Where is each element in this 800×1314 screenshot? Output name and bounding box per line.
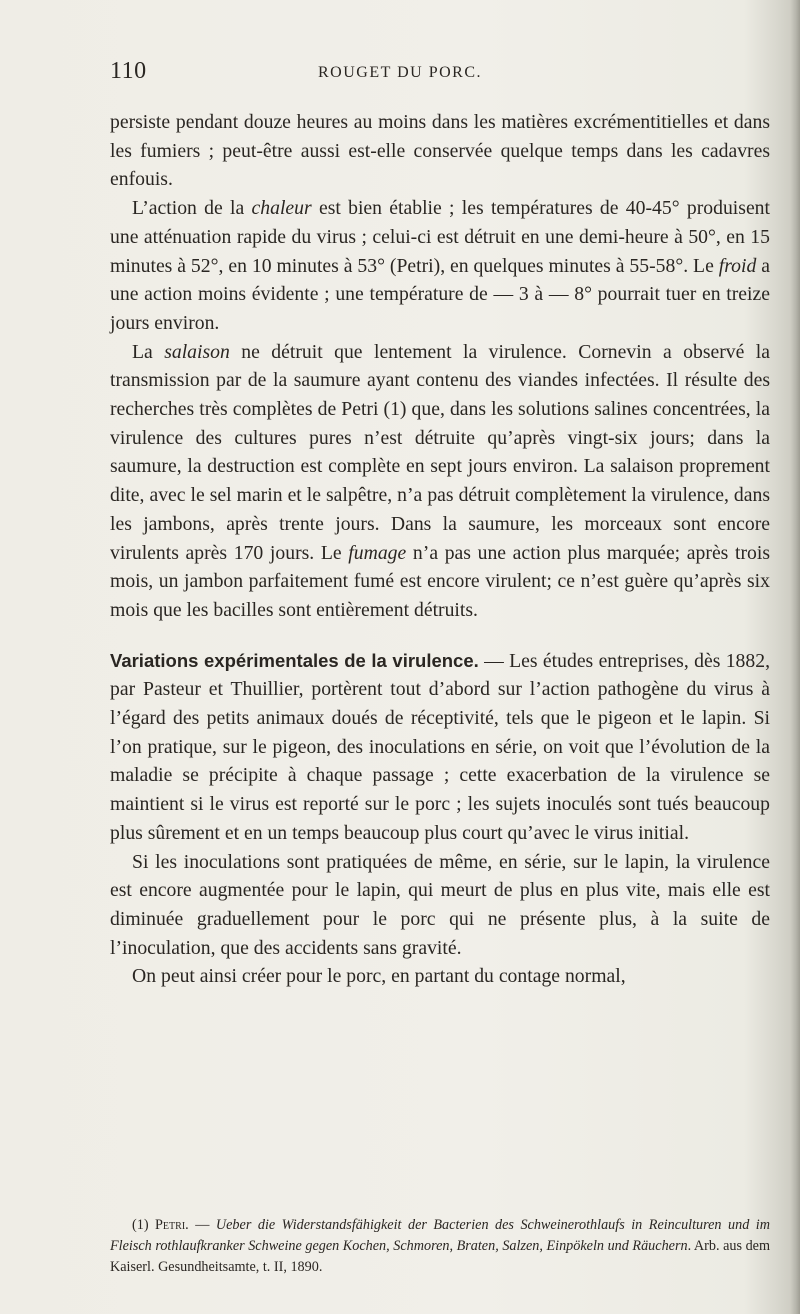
paragraph-2: [110, 194, 770, 338]
footnote-author: Petri: [155, 1217, 186, 1233]
paragraph-4: [110, 647, 770, 848]
paragraph-1-text: persiste pendant douze heures au moins dans les matières excrémentitielles et dans les fumiers ; peut-être aussi est-elle conservée quelque temps dans les cadavres enfouis.: [110, 111, 770, 191]
footnote: [110, 1215, 770, 1278]
paragraph-3: [110, 338, 770, 625]
page-edge-shadow: [790, 0, 800, 1314]
paragraph-3-text-a: La: [132, 340, 165, 363]
paragraph-3-text-c: ne détruit que lentement la virulence. Cornevin a observé la transmission par de la saumure ayant contenu des viandes infectées. Il résulte des recherches très complètes de Petri (1) que, dans les solutions salines concentrées, la virulence des cultures pures n’est détruite qu’après vingt-six jours; dans la saumure, la destruction est complète en sept jours environ. La salaison proprement dite, avec le sel marin et le salpêtre, n’a pas détruit complètement la virulence, dans les jambons, après trente jours. Dans la saumure, les morceaux sont encore virulents après 170 jours. Le: [110, 340, 771, 564]
footnote-marker: (1): [132, 1217, 156, 1233]
body-text: [110, 108, 770, 991]
running-title: ROUGET DU PORC.: [318, 64, 482, 81]
term-fumage: fumage: [348, 541, 407, 564]
paragraph-2-text-e: a une action moins évidente ; une température de — 3 à — 8° pourrait tuer en treize jours environ.: [110, 254, 770, 334]
paragraph-3-text-e: n’a pas une action plus marquée; après trois mois, un jambon parfaitement fumé est encore virulent; ce n’est guère qu’après six mois que les bacilles sont entièrement détruits.: [110, 541, 770, 621]
footnote-title: Ueber die Widerstandsfähigkeit der Bacterien des Schweinerothlaufs in Reinculturen und im Fleisch rothlaufkranker Schweine gegen Kochen, Schmoren, Braten, Salzen, Einpökeln und Räuchern: [110, 1217, 770, 1254]
footnote-citation: . Arb. aus dem Kaiserl. Gesundheitsamte, t. II, 1890.: [110, 1238, 771, 1275]
page-number: 110: [110, 58, 147, 84]
paragraph-4-text: — Les études entreprises, dès 1882, par Pasteur et Thuillier, portèrent tout d’abord sur l’action pathogène du virus à l’égard des petits animaux doués de réceptivité, tels que le pigeon et le lapin. Si l’on pratique, sur le pigeon, des inoculations en série, on voit que l’évolution de la maladie se précipite à chaque passage ; cette exacerbation de la virulence se maintient si le virus est reporté sur le porc ; les sujets inoculés sont tués beaucoup plus sûrement et en un temps beaucoup plus court qu’avec le virus initial.: [110, 649, 770, 844]
paragraph-1: [110, 108, 770, 194]
term-salaison: salaison: [164, 340, 230, 363]
term-froid: froid: [718, 254, 757, 277]
paragraph-6-text: On peut ainsi créer pour le porc, en partant du contage normal,: [132, 965, 626, 988]
footnote-separator: . —: [185, 1217, 216, 1233]
term-chaleur: chaleur: [251, 197, 312, 220]
paragraph-5-text: Si les inoculations sont pratiquées de même, en série, sur le lapin, la virulence est encore augmentée pour le lapin, qui meurt de plus en plus vite, mais elle est diminuée graduellement pour le porc qui ne présente plus, à la suite de l’inoculation, que des accidents sans gravité.: [110, 850, 770, 959]
paragraph-2-text-c: est bien établie ; les températures de 40-45° produisent une atténuation rapide du virus ; celui-ci est détruit en une demi-heure à 50°, en 15 minutes à 52°, en 10 minutes à 53° (Petri), en quelques minutes à 55-58°. Le: [110, 197, 770, 277]
paragraph-5: [110, 848, 770, 963]
paragraph-6: [110, 962, 770, 991]
section-heading: Variations expérimentales de la virulence.: [110, 649, 479, 671]
paragraph-2-text-a: L’action de la: [132, 197, 252, 220]
